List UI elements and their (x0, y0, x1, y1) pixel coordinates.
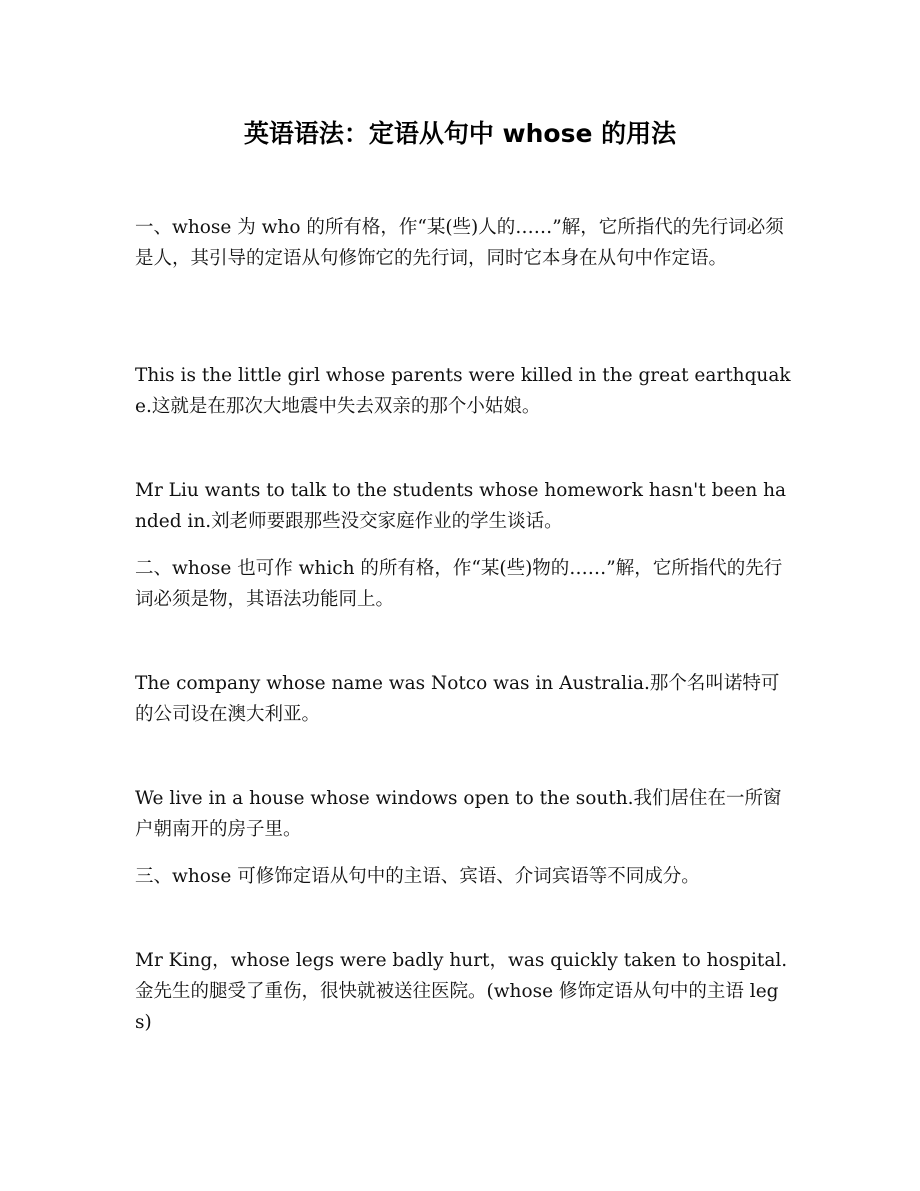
paragraph-example-mr-liu: Mr Liu wants to talk to the students whose homework hasn't been handed in.刘老师要跟那些没交家庭作业的学生谈话。 (135, 480, 787, 532)
paragraph-example-mr-king: Mr King，whose legs were badly hurt，was quickly taken to hospital.金先生的腿受了重伤，很快就被送往医院。(whose 修饰定语从句中的主语 legs) (135, 950, 788, 1033)
document-title: 英语语法：定语从句中 whose 的用法 (243, 119, 677, 148)
paragraph-section-two-intro: 二、whose 也可作 which 的所有格，作“某(些)物的……”解，它所指代的先行词必须是物，其语法功能同上。 (135, 558, 783, 610)
paragraph-example-company: The company whose name was Notco was in Australia.那个名叫诺特可的公司设在澳大利亚。 (135, 673, 780, 725)
paragraph-example-house: We live in a house whose windows open to the south.我们居住在一所窗户朝南开的房子里。 (135, 788, 782, 840)
paragraph-section-three-intro: 三、whose 可修饰定语从句中的主语、宾语、介词宾语等不同成分。 (135, 866, 700, 887)
paragraph-section-one-intro: 一、whose 为 who 的所有格，作“某(些)人的……”解，它所指代的先行词必须是人，其引导的定语从句修饰它的先行词，同时它本身在从句中作定语。 (135, 217, 784, 269)
paragraph-example-little-girl: This is the little girl whose parents were killed in the great earthquake.这就是在那次大地震中失去双亲的那个小姑娘。 (135, 365, 791, 417)
